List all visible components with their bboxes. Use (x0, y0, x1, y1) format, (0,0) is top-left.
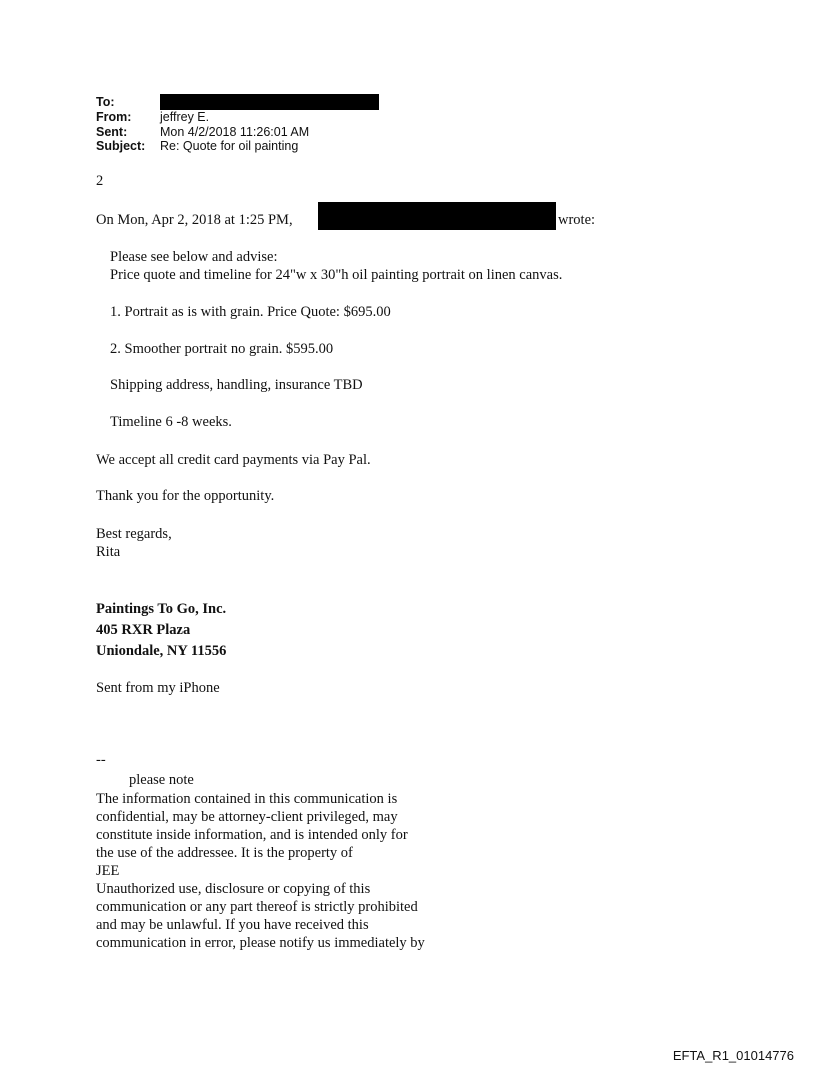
company-city: Uniondale, NY 11556 (96, 643, 227, 659)
subject-row (96, 139, 379, 154)
disclaimer-line: Unauthorized use, disclosure or copying of this (96, 881, 371, 897)
company-name: Paintings To Go, Inc. (96, 601, 227, 617)
quoted-line1: Please see below and advise: (110, 249, 278, 265)
from-row (96, 110, 379, 125)
payment-text: We accept all credit card payments via Pay Pal. (96, 452, 371, 468)
subject-value: Re: Quote for oil painting (160, 139, 299, 153)
from-value: jeffrey E. (160, 110, 210, 124)
disclaimer-line: and may be unlawful. If you have received this (96, 917, 369, 933)
to-redaction (160, 94, 379, 110)
disclaimer-title: please note (129, 772, 194, 788)
document-id: EFTA_R1_01014776 (672, 1048, 794, 1063)
quoted-block (110, 248, 562, 284)
sent-value: Mon 4/2/2018 11:26:01 AM (160, 124, 310, 139)
subject-label: Subject: (96, 139, 146, 153)
quoted-item1: 1. Portrait as is with grain. Price Quote: $695.00 (110, 304, 391, 320)
disclaimer-line: JEE (96, 863, 120, 879)
sender-name: Rita (96, 544, 121, 560)
disclaimer-line: confidential, may be attorney-client privileged, may (96, 809, 398, 825)
disclaimer-line: The information contained in this communication is (96, 791, 398, 807)
quoted-shipping: Shipping address, handling, insurance TBD (110, 377, 363, 393)
disclaimer-line: communication or any part thereof is strictly prohibited (96, 899, 418, 915)
sender-redaction (318, 202, 556, 230)
disclaimer-body (96, 790, 425, 952)
disclaimer-line: constitute inside information, and is intended only for (96, 827, 408, 843)
company-signature (96, 599, 226, 662)
to-label: To: (96, 95, 115, 109)
sent-row (96, 125, 379, 140)
from-label: From: (96, 110, 132, 124)
regards-text: Best regards, (96, 526, 172, 542)
quoted-line2: Price quote and timeline for 24"w x 30"h oil painting portrait on linen canvas. (110, 267, 563, 283)
quote-intro-prefix: On Mon, Apr 2, 2018 at 1:25 PM, (96, 212, 293, 228)
signature-dashes: -- (96, 752, 106, 768)
signoff (96, 525, 172, 561)
disclaimer-line: communication in error, please notify us immediately by (96, 935, 425, 951)
quoted-item2: 2. Smoother portrait no grain. $595.00 (110, 341, 334, 357)
sent-from-text: Sent from my iPhone (96, 680, 220, 696)
thanks-text: Thank you for the opportunity. (96, 488, 275, 504)
company-street: 405 RXR Plaza (96, 622, 191, 638)
to-row (96, 95, 379, 110)
quote-intro (96, 212, 293, 229)
quoted-timeline: Timeline 6 -8 weeks. (110, 414, 232, 430)
email-header (96, 95, 379, 154)
quote-intro-suffix: wrote: (558, 212, 596, 228)
sent-label: Sent: (96, 124, 128, 139)
reply-text: 2 (96, 173, 104, 189)
disclaimer-line: the use of the addressee. It is the property of (96, 845, 353, 861)
